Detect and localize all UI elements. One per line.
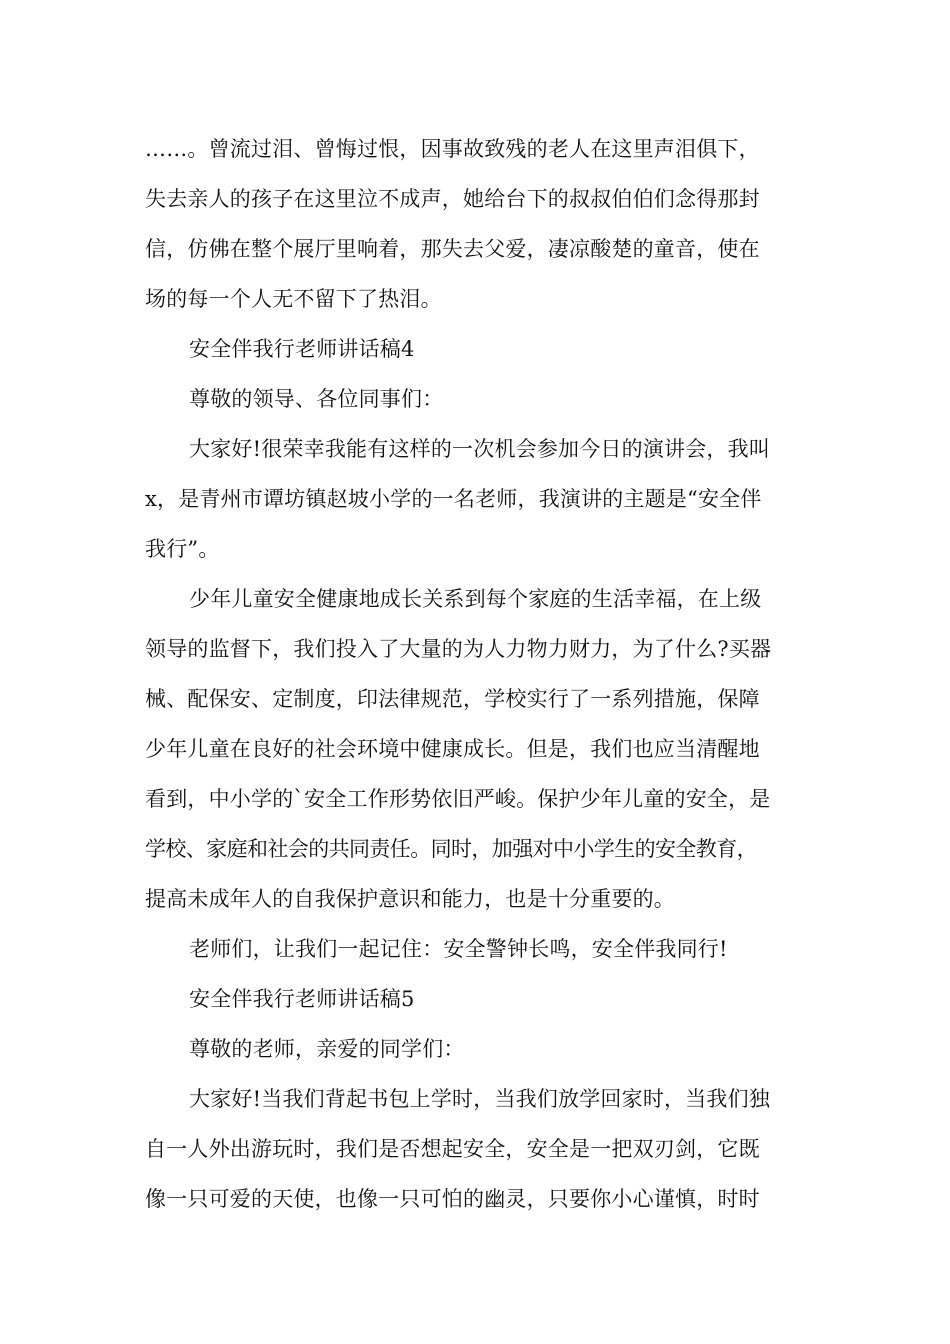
salutation-4: 尊敬的领导、各位同事们： [189,387,444,411]
text-line-7: 大家好!很荣幸我能有这样的一次机会参加今日的演讲会，我叫 [189,437,771,461]
text-line-15: 学校、家庭和社会的共同责任。同时，加强对中小学生的安全教育， [145,837,757,861]
text-line-12: 械、配保安、定制度，印法律规范，学校实行了一系列措施，保障 [145,687,760,711]
text-line-1: ……。曾流过泪、曾悔过恨，因事故致残的老人在这里声泪俱下， [145,137,760,161]
text-line-10: 少年儿童安全健康地成长关系到每个家庭的生活幸福，在上级 [189,587,762,611]
text-line-22: 像一只可爱的天使，也像一只可怕的幽灵，只要你小心谨慎，时时 [145,1187,760,1211]
text-line-16: 提高未成年人的自我保护意识和能力，也是十分重要的。 [145,887,675,911]
text-line-9: 我行”。 [145,537,220,561]
text-line-8: x，是青州市谭坊镇赵坡小学的一名老师，我演讲的主题是“安全伴 [145,487,762,511]
text-line-14: 看到，中小学的`安全工作形势依旧严峻。保护少年儿童的安全，是 [145,787,771,811]
section-heading-5: 安全伴我行老师讲话稿5 [189,987,415,1011]
text-line-4: 场的每一个人无不留下了热泪。 [145,287,442,311]
text-line-21: 自一人外出游玩时，我们是否想起安全，安全是一把双刃剑，它既 [145,1137,760,1161]
text-line-11: 领导的监督下，我们投入了大量的为人力物力财力，为了什么?买器 [145,637,772,661]
text-line-20: 大家好!当我们背起书包上学时，当我们放学回家时，当我们独 [189,1087,771,1111]
salutation-5: 尊敬的老师，亲爱的同学们： [189,1037,465,1061]
section-heading-4: 安全伴我行老师讲话稿4 [189,337,415,361]
text-line-13: 少年儿童在良好的社会环境中健康成长。但是，我们也应当清醒地 [145,737,760,761]
text-line-3: 信，仿佛在整个展厅里响着，那失去父爱，凄凉酸楚的童音，使在 [145,237,760,261]
text-line-17: 老师们，让我们一起记住：安全警钟长鸣，安全伴我同行! [189,937,728,961]
document-body [145,124,821,1224]
text-line-2: 失去亲人的孩子在这里泣不成声，她给台下的叔叔伯伯们念得那封 [145,187,760,211]
